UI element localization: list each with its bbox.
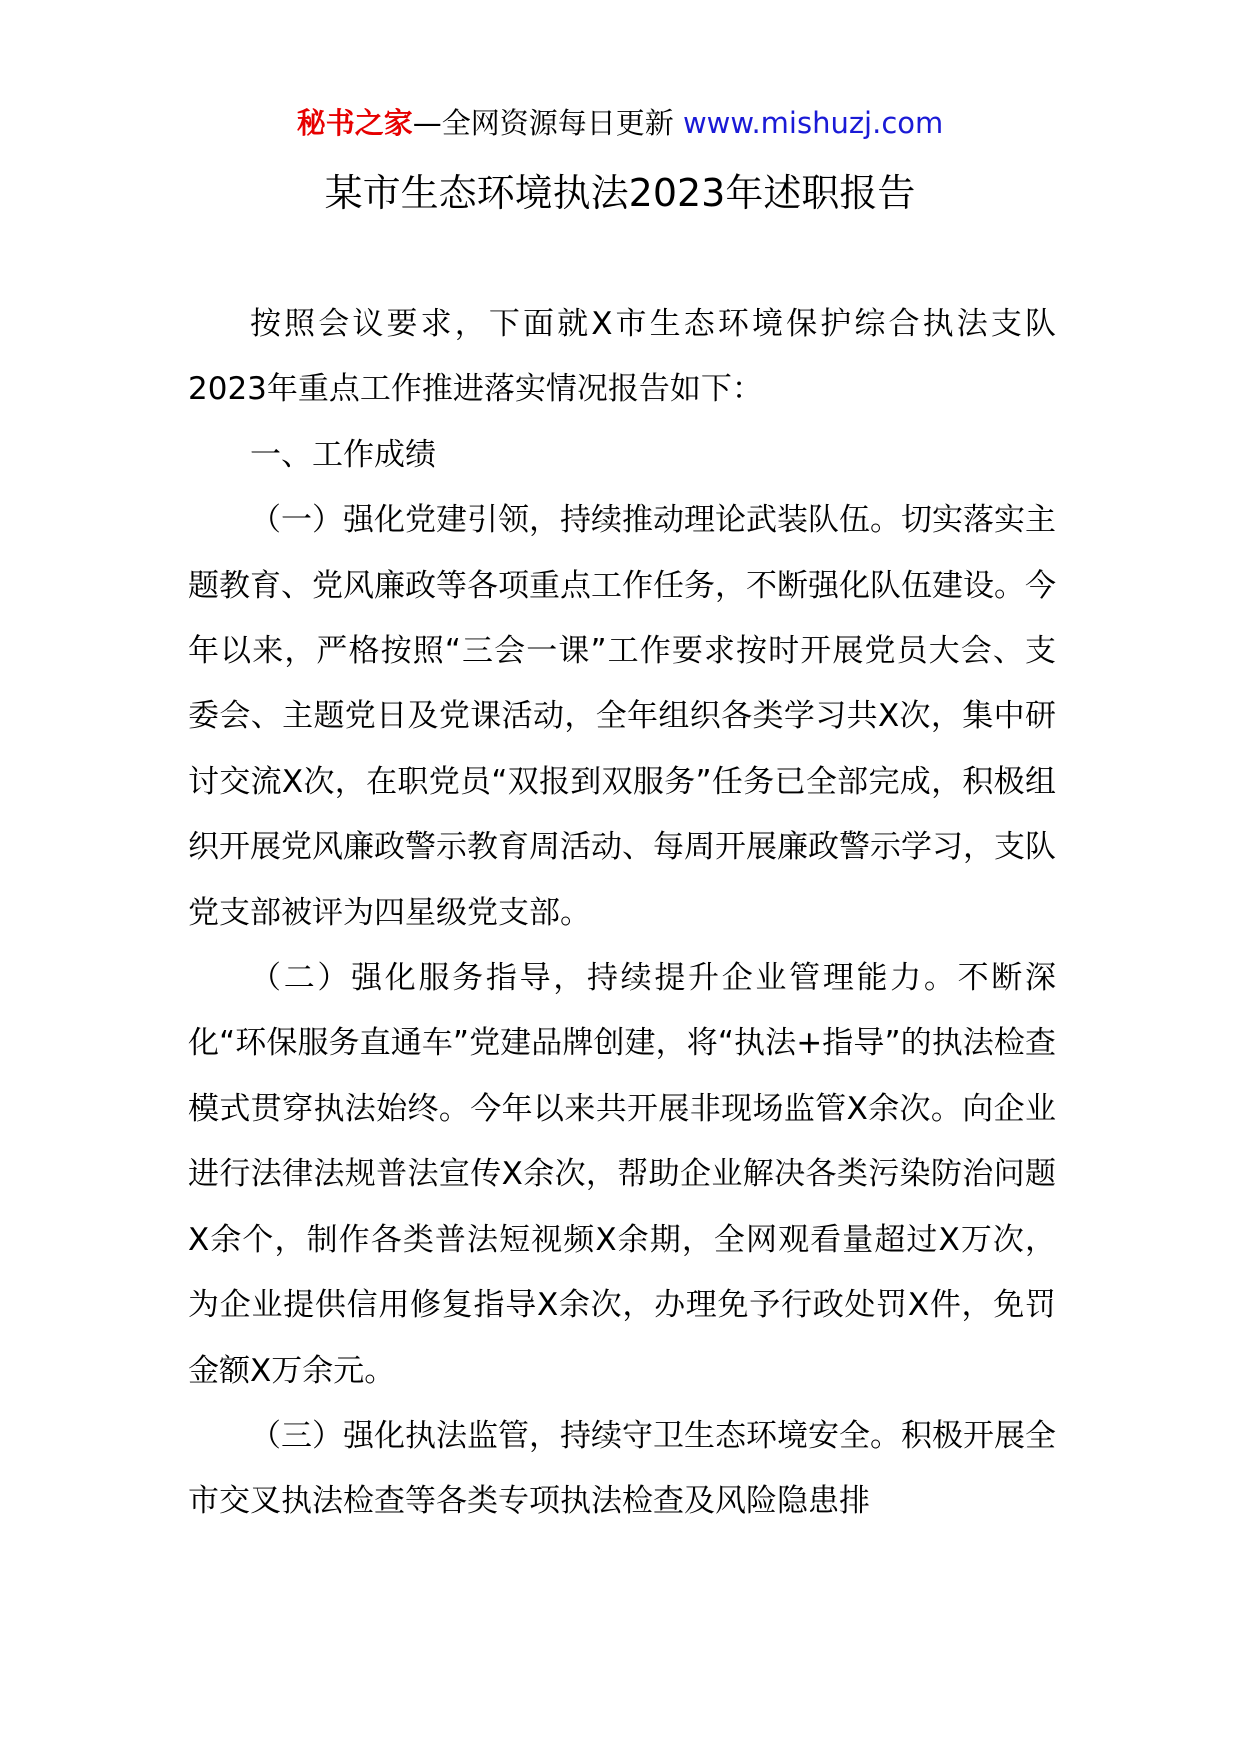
section-heading: 一、工作成绩 — [250, 436, 436, 473]
site-url[interactable]: www.mishuzj.com — [682, 106, 944, 140]
site-header — [0, 98, 1240, 148]
document-title: 某市生态环境执法2023年述职报告 — [324, 171, 916, 215]
intro-paragraph: 按照会议要求，下面就X市生态环境保护综合执法支队2023年重点工作推进落实情况报告如下： — [188, 306, 1056, 408]
body-paragraph: （三）强化执法监管，持续守卫生态环境安全。积极开展全市交叉执法检查等各类专项执法检查及风险隐患排 — [188, 1417, 1056, 1520]
document-body — [188, 292, 1056, 1535]
body-paragraph: （二）强化服务指导，持续提升企业管理能力。不断深化“环保服务直通车”党建品牌创建，将“执法+指导”的执法检查模式贯穿执法始终。今年以来共开展非现场监管X余次。向企业进行法律法规普法宣传X余次，帮助企业解决各类污染防治问题X余个，制作各类普法短视频X余期，全网观看量超过X万次，为企业提供信用修复指导X余次，办理免予行政处罚X件，免罚金额X万余元。 — [188, 960, 1056, 1389]
body-paragraph: （一）强化党建引领，持续推动理论武装队伍。切实落实主题教育、党风廉政等各项重点工作任务，不断强化队伍建设。今年以来，严格按照“三会一课”工作要求按时开展党员大会、支委会、主题党日及党课活动，全年组织各类学习共X次，集中研讨交流X次，在职党员“双报到双服务”任务已全部完成，积极组织开展党风廉政警示教育周活动、每周开展廉政警示学习，支队党支部被评为四星级党支部。 — [188, 502, 1056, 931]
brand-name: 秘书之家 — [296, 106, 413, 140]
site-tagline: —全网资源每日更新 — [412, 106, 674, 140]
